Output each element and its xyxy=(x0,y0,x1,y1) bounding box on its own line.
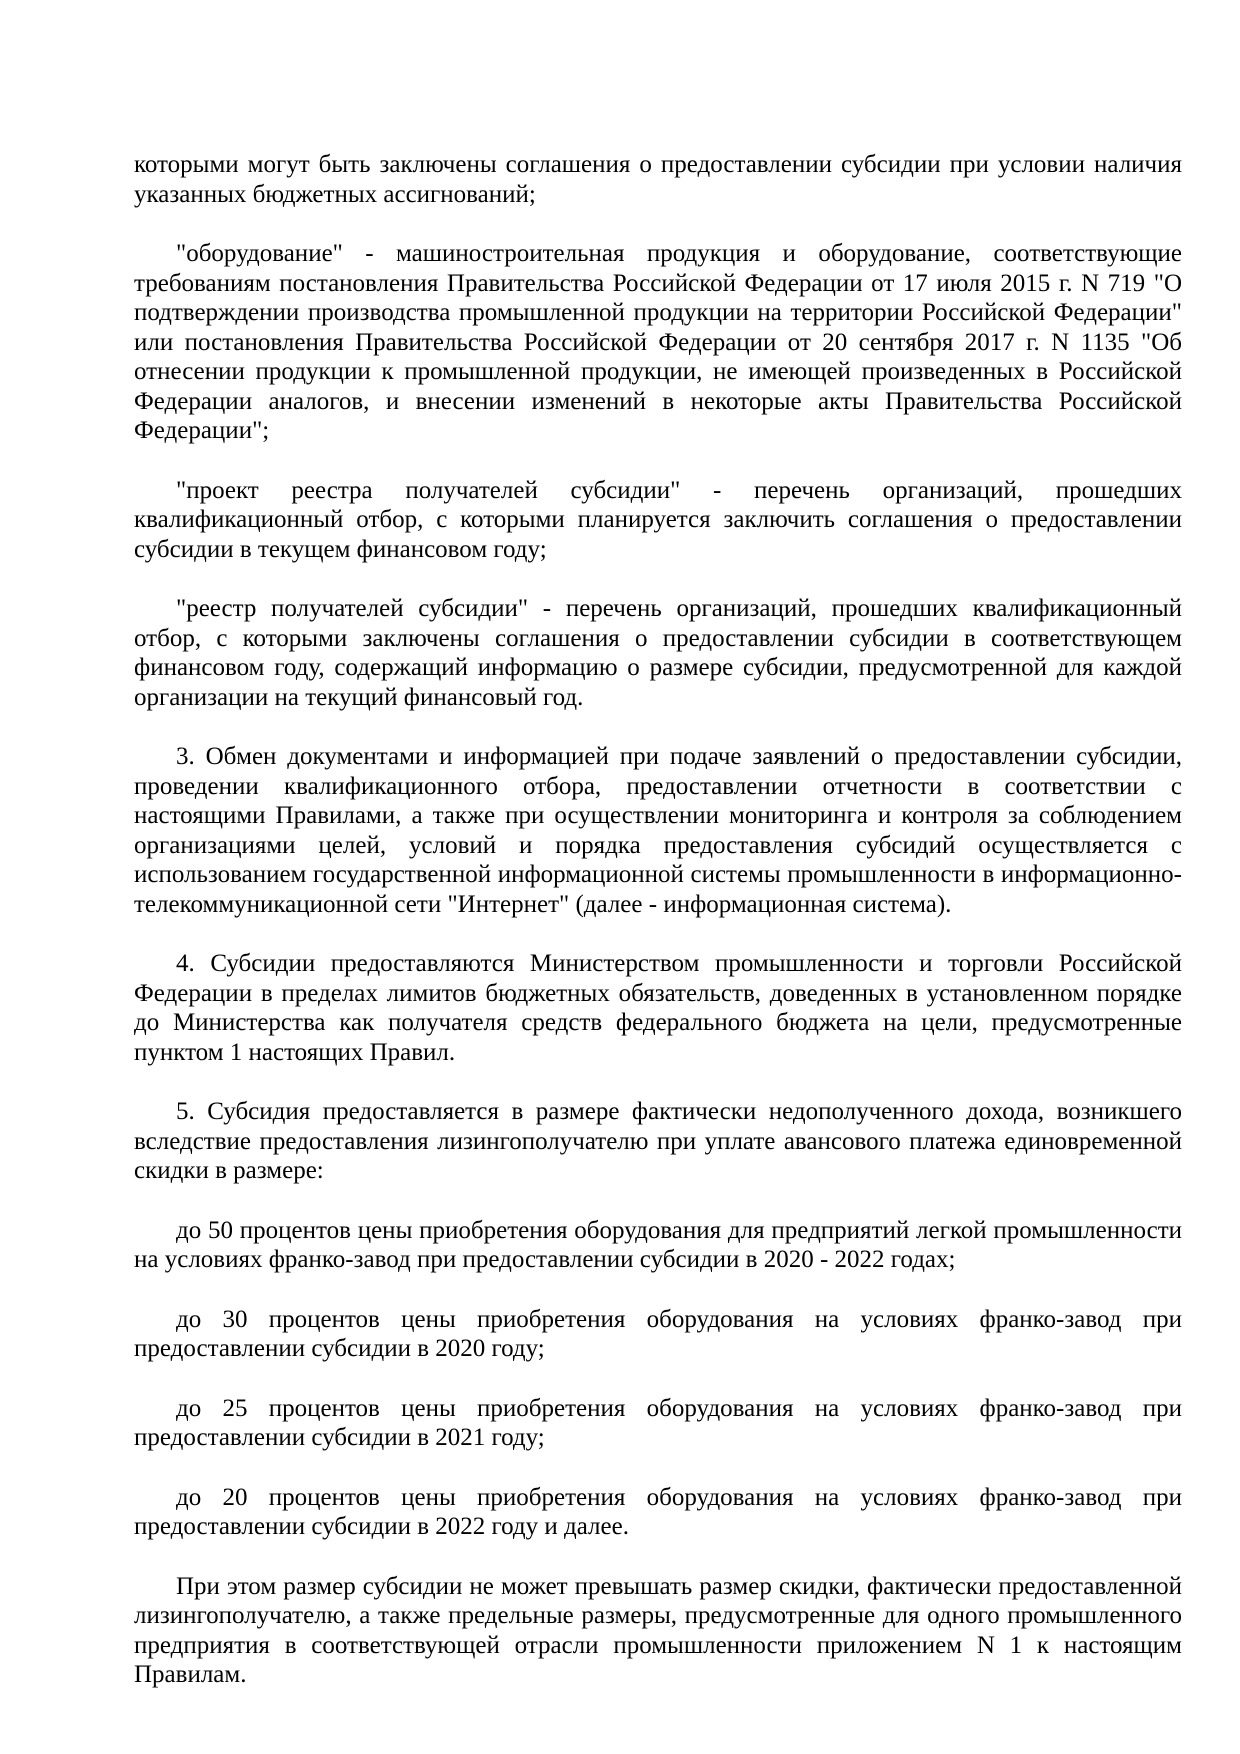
paragraph-discount-25: до 25 процентов цены приобретения оборудования на условиях франко-завод при предоставлении субсидии в 2021 году; xyxy=(134,1394,1182,1451)
paragraph-continuation: которыми могут быть заключены соглашения о предоставлении субсидии при условии наличия указанных бюджетных ассигнований; xyxy=(134,151,1182,208)
paragraph-clause-3: 3. Обмен документами и информацией при подаче заявлений о предоставлении субсидии, проведении квалификационного отбора, предоставлении отчетности в соответствии с настоящими Правилами, а также при осуществлении мониторинга и контроля за соблюдением организациями целей, условий и порядка предоставления субсидий осуществляется с использованием государственной информационной системы промышленности в информационно-телекоммуникационной сети "Интернет" (далее - информационная система). xyxy=(134,743,1182,918)
paragraph-clause-4: 4. Субсидии предоставляются Министерством промышленности и торговли Российской Федерации в пределах лимитов бюджетных обязательств, доведенных в установленном порядке до Министерства как получателя средств федерального бюджета на цели, предусмотренные пунктом 1 настоящих Правил. xyxy=(134,950,1182,1066)
paragraph-discount-30: до 30 процентов цены приобретения оборудования на условиях франко-завод при предоставлении субсидии в 2020 году; xyxy=(134,1305,1182,1362)
paragraph-clause-5: 5. Субсидия предоставляется в размере фактически недополученного дохода, возникшего вследствие предоставления лизингополучателю при уплате авансового платежа единовременной скидки в размере: xyxy=(134,1098,1182,1184)
paragraph-definition-equipment: "оборудование" - машиностроительная продукция и оборудование, соответствующие требованиям постановления Правительства Российской Федерации от 17 июля 2015 г. N 719 "О подтверждении производства промышленной продукции на территории Российской Федерации" или постановления Правительства Российской Федерации от 20 сентября 2017 г. N 1135 "Об отнесении продукции к промышленной продукции, не имеющей произведенных в Российской Федерации аналогов, и внесении изменений в некоторые акты Правительства Российской Федерации"; xyxy=(134,240,1182,444)
paragraph-definition-registry: "реестр получателей субсидии" - перечень организаций, прошедших квалификационный отбор, с которыми заключены соглашения о предоставлении субсидии в соответствующем финансовом году, содержащий информацию о размере субсидии, предусмотренной для каждой организации на текущий финансовый год. xyxy=(134,595,1182,711)
document-page xyxy=(134,150,1182,1720)
paragraph-discount-50: до 50 процентов цены приобретения оборудования для предприятий легкой промышленности на условиях франко-завод при предоставлении субсидии в 2020 - 2022 годах; xyxy=(134,1216,1182,1273)
paragraph-definition-draft-registry: "проект реестра получателей субсидии" - перечень организаций, прошедших квалификационный отбор, с которыми планируется заключить соглашения о предоставлении субсидии в текущем финансовом году; xyxy=(134,476,1182,563)
paragraph-discount-20: до 20 процентов цены приобретения оборудования на условиях франко-завод при предоставлении субсидии в 2022 году и далее. xyxy=(134,1483,1182,1540)
paragraph-subsidy-limit: При этом размер субсидии не может превышать размер скидки, фактически предоставленной лизингополучателю, а также предельные размеры, предусмотренные для одного промышленного предприятия в соответствующей отрасли промышленности приложением N 1 к настоящим Правилам. xyxy=(134,1572,1182,1688)
